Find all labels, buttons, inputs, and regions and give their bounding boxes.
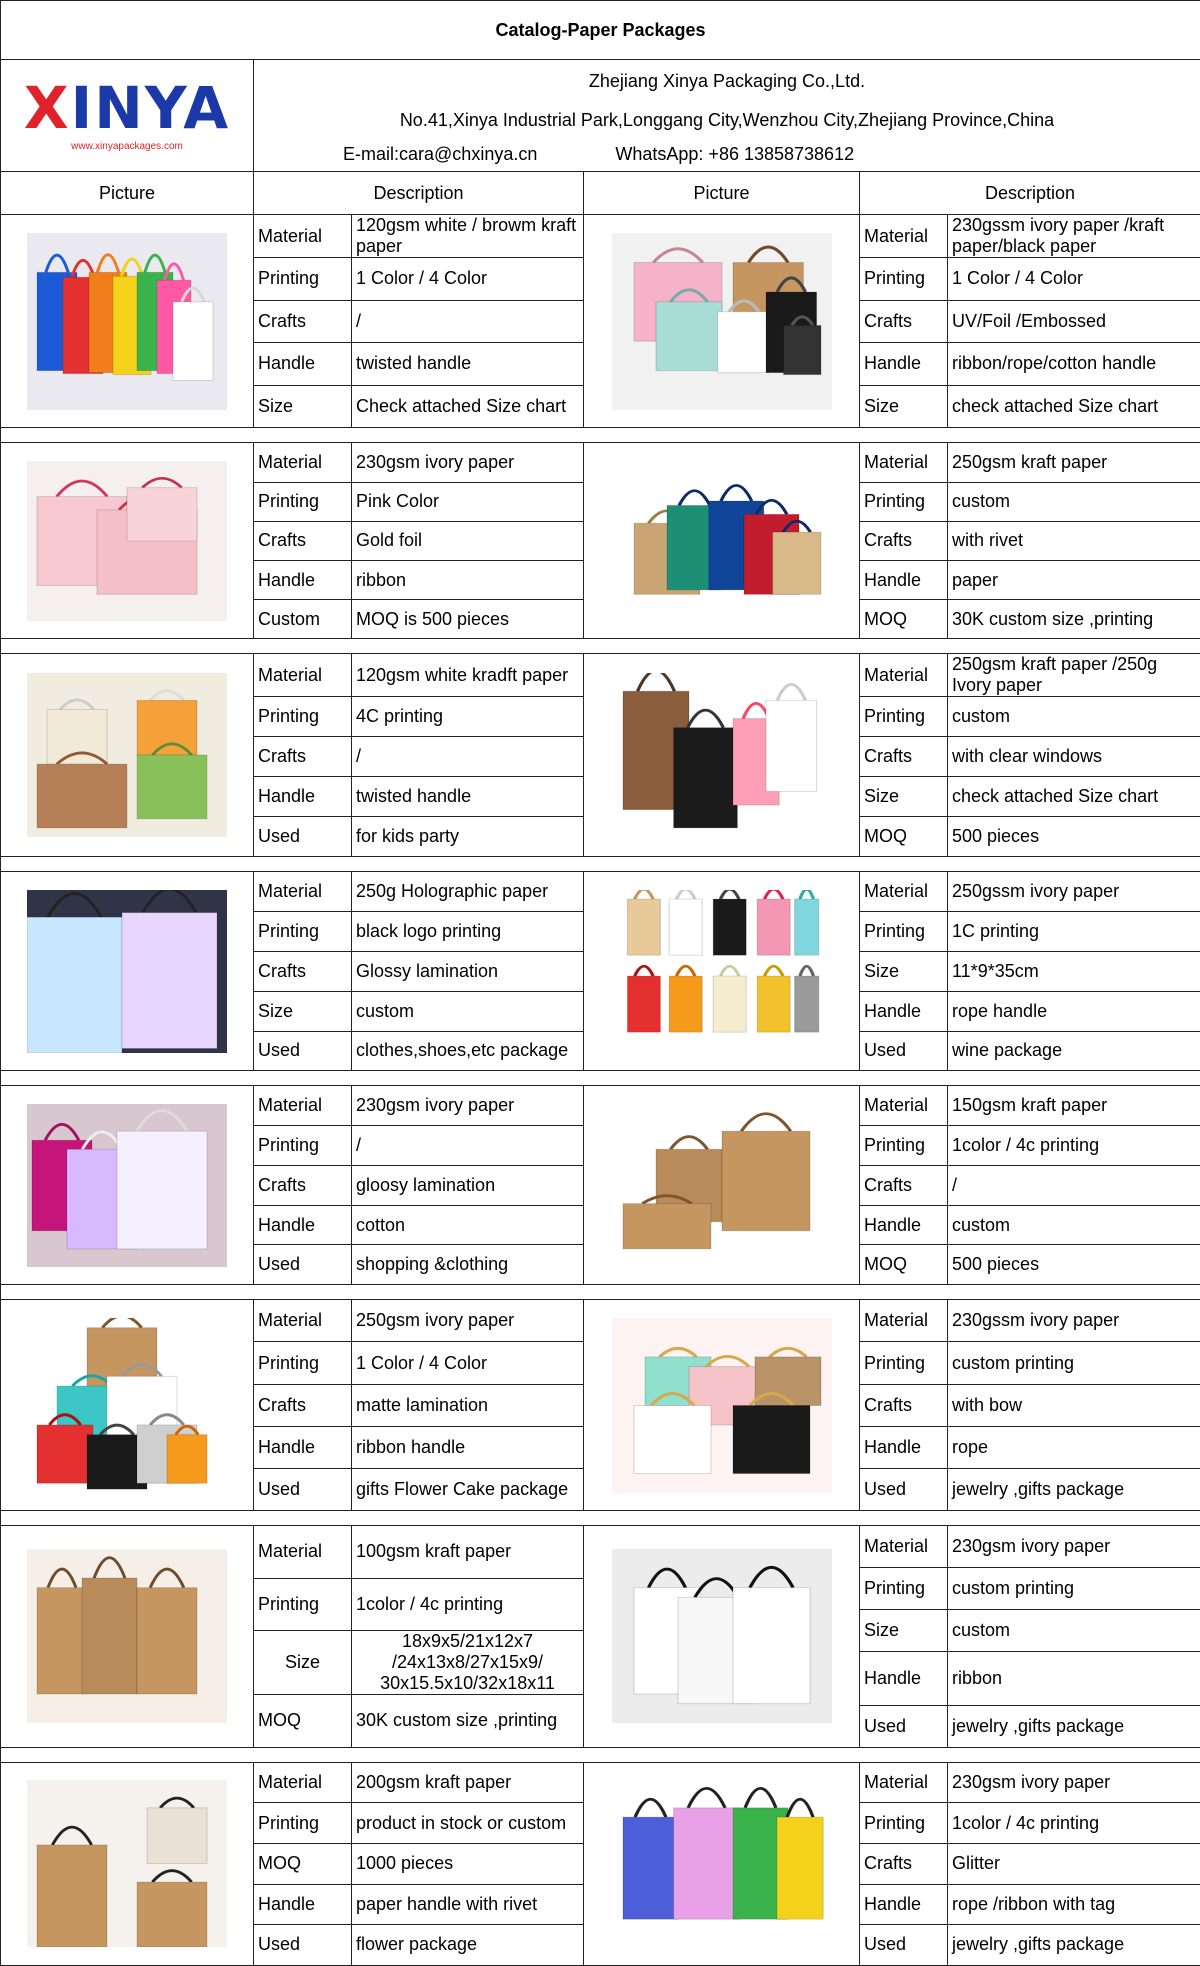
left-product-image — [1, 1086, 254, 1285]
right-spec-value: 150gsm kraft paper — [948, 1086, 1200, 1126]
right-spec-value: check attached Size chart — [948, 777, 1200, 817]
right-spec-label: Printing — [860, 1342, 948, 1384]
left-product-image — [1, 1762, 254, 1965]
right-product-image — [584, 1526, 860, 1748]
left-spec-value: twisted handle — [352, 777, 584, 817]
company-whatsapp: WhatsApp: +86 13858738612 — [615, 144, 854, 164]
right-spec-label: Crafts — [860, 1165, 948, 1205]
left-spec-value: gifts Flower Cake package — [352, 1469, 584, 1511]
right-spec-label: Size — [860, 1610, 948, 1652]
right-spec-value: custom printing — [948, 1568, 1200, 1610]
left-spec-label: Material — [254, 1762, 352, 1803]
right-spec-value: ribbon/rope/cotton handle — [948, 343, 1200, 386]
right-product-image — [584, 215, 860, 428]
row-spacer — [1, 1511, 1200, 1526]
right-spec-label: Material — [860, 872, 948, 912]
right-product-image — [584, 872, 860, 1071]
left-spec-label: Crafts — [254, 521, 352, 560]
left-spec-label: Material — [254, 215, 352, 258]
left-spec-value: shopping &clothing — [352, 1245, 584, 1285]
left-spec-label: Handle — [254, 343, 352, 386]
right-spec-label: Material — [860, 1300, 948, 1342]
left-spec-value: twisted handle — [352, 343, 584, 386]
logo-wordmark: XINYA — [1, 79, 253, 137]
right-spec-value: 230gsm ivory paper — [948, 1526, 1200, 1568]
left-spec-value: 120gsm white kradft paper — [352, 654, 584, 697]
right-spec-label: Printing — [860, 1126, 948, 1166]
right-spec-label: MOQ — [860, 600, 948, 639]
left-spec-value: black logo printing — [352, 912, 584, 952]
right-spec-label: Crafts — [860, 737, 948, 777]
company-email: E-mail:cara@chxinya.cn — [343, 144, 537, 164]
left-spec-value: ribbon — [352, 560, 584, 599]
right-spec-label: Size — [860, 951, 948, 991]
right-spec-label: Crafts — [860, 1384, 948, 1426]
left-spec-value: / — [352, 1126, 584, 1166]
left-spec-label: Material — [254, 1086, 352, 1126]
left-spec-value: 230gsm ivory paper — [352, 443, 584, 482]
right-spec-value: jewelry ,gifts package — [948, 1925, 1200, 1966]
right-spec-label: Handle — [860, 1205, 948, 1245]
left-spec-value: 250gsm ivory paper — [352, 1300, 584, 1342]
right-product-image — [584, 1086, 860, 1285]
left-spec-value: custom — [352, 991, 584, 1031]
right-spec-value: 11*9*35cm — [948, 951, 1200, 991]
row-spacer — [1, 1747, 1200, 1762]
left-spec-label: MOQ — [254, 1695, 352, 1748]
right-spec-label: Crafts — [860, 521, 948, 560]
row-spacer — [1, 428, 1200, 443]
company-logo — [1, 60, 254, 172]
left-spec-value: MOQ is 500 pieces — [352, 600, 584, 639]
left-spec-value: matte lamination — [352, 1384, 584, 1426]
left-spec-label: Crafts — [254, 951, 352, 991]
right-spec-label: Size — [860, 777, 948, 817]
left-spec-label: Material — [254, 1526, 352, 1579]
right-spec-label: Used — [860, 1925, 948, 1966]
left-spec-label: Size — [254, 991, 352, 1031]
left-spec-value: 1 Color / 4 Color — [352, 258, 584, 301]
right-product-image — [584, 1300, 860, 1511]
right-spec-label: Used — [860, 1469, 948, 1511]
left-spec-value: / — [352, 300, 584, 343]
product-row — [1, 443, 1200, 482]
row-spacer — [1, 639, 1200, 654]
left-spec-label: Printing — [254, 697, 352, 737]
header-picture-right: Picture — [584, 172, 860, 215]
right-spec-label: Handle — [860, 1426, 948, 1468]
right-spec-value: with clear windows — [948, 737, 1200, 777]
right-spec-value: check attached Size chart — [948, 385, 1200, 428]
right-spec-value: rope /ribbon with tag — [948, 1884, 1200, 1925]
right-spec-value: Glitter — [948, 1843, 1200, 1884]
left-spec-label: Used — [254, 1245, 352, 1285]
right-spec-label: Material — [860, 1086, 948, 1126]
right-spec-label: Handle — [860, 1884, 948, 1925]
right-product-image — [584, 654, 860, 857]
product-row — [1, 1300, 1200, 1342]
left-spec-label: Crafts — [254, 737, 352, 777]
left-spec-label: Material — [254, 654, 352, 697]
right-spec-value: 250gssm ivory paper — [948, 872, 1200, 912]
left-spec-label: Used — [254, 1925, 352, 1966]
left-spec-value: gloosy lamination — [352, 1165, 584, 1205]
left-spec-value: 200gsm kraft paper — [352, 1762, 584, 1803]
right-spec-value: 500 pieces — [948, 817, 1200, 857]
right-spec-value: 1 Color / 4 Color — [948, 258, 1200, 301]
right-spec-label: Material — [860, 1526, 948, 1568]
right-product-image — [584, 443, 860, 639]
column-headers — [1, 172, 1200, 215]
right-spec-value: custom printing — [948, 1342, 1200, 1384]
left-spec-label: MOQ — [254, 1843, 352, 1884]
right-spec-label: Material — [860, 215, 948, 258]
left-spec-value: flower package — [352, 1925, 584, 1966]
left-spec-value: 120gsm white / browm kraft paper — [352, 215, 584, 258]
right-spec-label: Material — [860, 1762, 948, 1803]
left-spec-value: / — [352, 737, 584, 777]
right-spec-label: Printing — [860, 482, 948, 521]
right-spec-label: Handle — [860, 991, 948, 1031]
right-spec-value: / — [948, 1165, 1200, 1205]
left-spec-label: Custom — [254, 600, 352, 639]
row-spacer — [1, 1071, 1200, 1086]
right-spec-value: paper — [948, 560, 1200, 599]
left-spec-value: 30K custom size ,printing — [352, 1695, 584, 1748]
right-spec-value: 250gsm kraft paper — [948, 443, 1200, 482]
right-spec-value: custom — [948, 697, 1200, 737]
left-spec-label: Printing — [254, 1578, 352, 1631]
right-spec-label: Size — [860, 385, 948, 428]
left-product-image — [1, 1300, 254, 1511]
left-spec-value: Check attached Size chart — [352, 385, 584, 428]
right-spec-value: UV/Foil /Embossed — [948, 300, 1200, 343]
right-spec-value: jewelry ,gifts package — [948, 1469, 1200, 1511]
right-spec-label: Handle — [860, 343, 948, 386]
company-contact — [254, 138, 1200, 172]
left-spec-label: Crafts — [254, 1165, 352, 1205]
product-row — [1, 215, 1200, 258]
product-row — [1, 1526, 1200, 1537]
left-spec-value: Glossy lamination — [352, 951, 584, 991]
right-spec-value: wine package — [948, 1031, 1200, 1071]
right-spec-label: Printing — [860, 1568, 948, 1610]
left-spec-value: Pink Color — [352, 482, 584, 521]
right-spec-value: with rivet — [948, 521, 1200, 560]
left-spec-label: Handle — [254, 777, 352, 817]
left-spec-value: 1 Color / 4 Color — [352, 1342, 584, 1384]
right-spec-label: Material — [860, 443, 948, 482]
right-spec-label: Printing — [860, 912, 948, 952]
left-spec-label: Material — [254, 1300, 352, 1342]
left-spec-label: Material — [254, 443, 352, 482]
right-spec-value: rope — [948, 1426, 1200, 1468]
left-spec-label: Printing — [254, 1126, 352, 1166]
company-name: Zhejiang Xinya Packaging Co.,Ltd. — [254, 60, 1200, 104]
left-spec-value: clothes,shoes,etc package — [352, 1031, 584, 1071]
left-spec-label: Handle — [254, 560, 352, 599]
left-spec-label: Handle — [254, 1884, 352, 1925]
logo-url: www.xinyapackages.com — [1, 141, 253, 152]
right-spec-value: 1C printing — [948, 912, 1200, 952]
right-spec-label: MOQ — [860, 817, 948, 857]
left-spec-label: Used — [254, 817, 352, 857]
right-product-image — [584, 1762, 860, 1965]
left-spec-label: Crafts — [254, 300, 352, 343]
right-spec-value: with bow — [948, 1384, 1200, 1426]
right-spec-label: Used — [860, 1705, 948, 1747]
left-spec-label: Size — [254, 385, 352, 428]
right-spec-label: Crafts — [860, 300, 948, 343]
right-spec-label: Crafts — [860, 1843, 948, 1884]
right-spec-value: jewelry ,gifts package — [948, 1705, 1200, 1747]
product-row — [1, 1086, 1200, 1126]
left-spec-value: paper handle with rivet — [352, 1884, 584, 1925]
left-spec-value: 100gsm kraft paper — [352, 1526, 584, 1579]
header-picture-left: Picture — [1, 172, 254, 215]
left-spec-label: Used — [254, 1469, 352, 1511]
left-spec-label: Size — [254, 1631, 352, 1695]
left-spec-value: 1000 pieces — [352, 1843, 584, 1884]
right-spec-value: custom — [948, 1205, 1200, 1245]
left-spec-value: cotton — [352, 1205, 584, 1245]
right-spec-label: Printing — [860, 258, 948, 301]
left-spec-label: Printing — [254, 258, 352, 301]
right-spec-label: Material — [860, 654, 948, 697]
row-spacer — [1, 1285, 1200, 1300]
left-spec-value: for kids party — [352, 817, 584, 857]
left-spec-value: 4C printing — [352, 697, 584, 737]
right-spec-label: Handle — [860, 1652, 948, 1706]
right-spec-label: Printing — [860, 1803, 948, 1844]
right-spec-value: 1color / 4c printing — [948, 1126, 1200, 1166]
right-spec-value: custom — [948, 1610, 1200, 1652]
left-product-image — [1, 443, 254, 639]
left-spec-label: Printing — [254, 912, 352, 952]
left-spec-value: ribbon handle — [352, 1426, 584, 1468]
left-spec-label: Printing — [254, 1342, 352, 1384]
right-spec-value: rope handle — [948, 991, 1200, 1031]
left-spec-label: Used — [254, 1031, 352, 1071]
left-spec-value: Gold foil — [352, 521, 584, 560]
company-address: No.41,Xinya Industrial Park,Longgang City,Wenzhou City,Zhejiang Province,China — [254, 104, 1200, 138]
left-spec-value: 18x9x5/21x12x7 /24x13x8/27x15x9/ 30x15.5x10/32x18x11 — [352, 1631, 584, 1695]
page-title: Catalog-Paper Packages — [1, 1, 1200, 60]
left-spec-value: product in stock or custom — [352, 1803, 584, 1844]
left-product-image — [1, 215, 254, 428]
product-row — [1, 872, 1200, 912]
product-row — [1, 654, 1200, 697]
row-spacer — [1, 857, 1200, 872]
left-spec-value: 230gsm ivory paper — [352, 1086, 584, 1126]
left-spec-value: 250g Holographic paper — [352, 872, 584, 912]
header-description-left: Description — [254, 172, 584, 215]
right-spec-value: 230gsm ivory paper — [948, 1762, 1200, 1803]
left-spec-label: Handle — [254, 1426, 352, 1468]
left-spec-value: 1color / 4c printing — [352, 1578, 584, 1631]
left-product-image — [1, 1526, 254, 1748]
left-spec-label: Printing — [254, 1803, 352, 1844]
right-spec-label: Handle — [860, 560, 948, 599]
left-spec-label: Material — [254, 872, 352, 912]
right-spec-value: 250gsm kraft paper /250g Ivory paper — [948, 654, 1200, 697]
left-spec-label: Printing — [254, 482, 352, 521]
right-spec-value: 1color / 4c printing — [948, 1803, 1200, 1844]
right-spec-value: 230gssm ivory paper — [948, 1300, 1200, 1342]
right-spec-label: Used — [860, 1031, 948, 1071]
right-spec-value: 30K custom size ,printing — [948, 600, 1200, 639]
header-description-right: Description — [860, 172, 1200, 215]
left-product-image — [1, 872, 254, 1071]
right-spec-label: Printing — [860, 697, 948, 737]
product-row — [1, 1762, 1200, 1803]
right-spec-value: custom — [948, 482, 1200, 521]
right-spec-label: MOQ — [860, 1245, 948, 1285]
right-spec-value: ribbon — [948, 1652, 1200, 1706]
right-spec-value: 230gssm ivory paper /kraft paper/black paper — [948, 215, 1200, 258]
left-spec-label: Handle — [254, 1205, 352, 1245]
left-product-image — [1, 654, 254, 857]
right-spec-value: 500 pieces — [948, 1245, 1200, 1285]
left-spec-label: Crafts — [254, 1384, 352, 1426]
